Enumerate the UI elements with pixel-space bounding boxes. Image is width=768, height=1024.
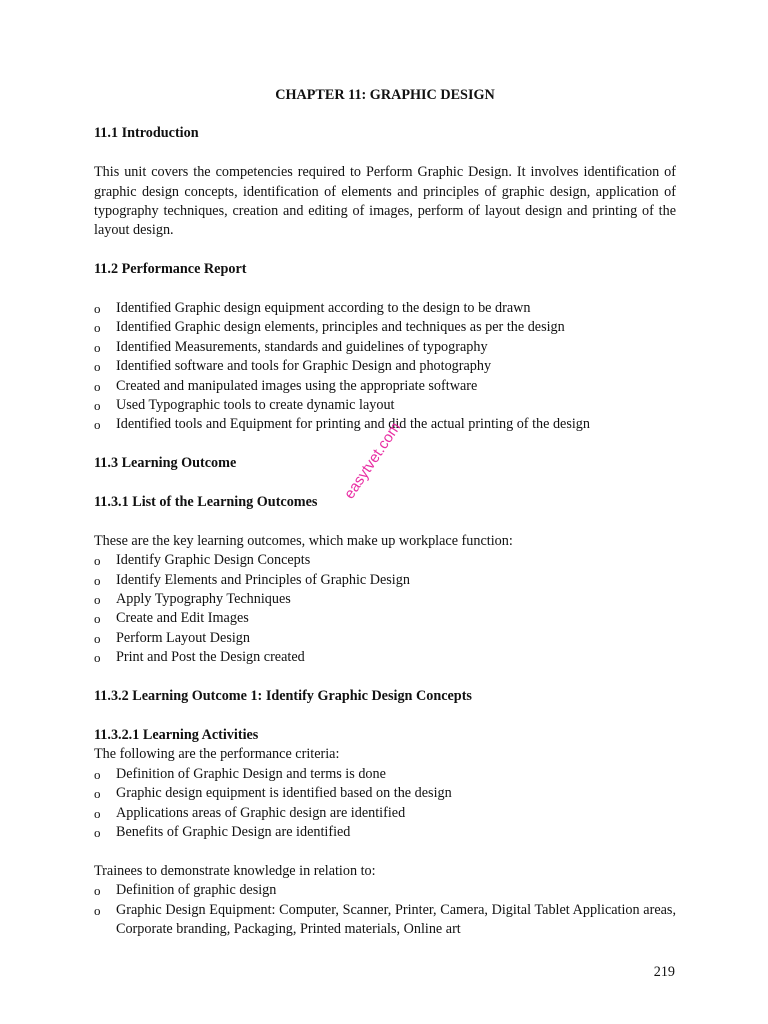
list-item [94, 551, 676, 570]
list-item-text: Create and Edit Images [116, 610, 249, 627]
list-item-text: Applications areas of Graphic design are identified [116, 804, 406, 821]
list-item-text: Graphic Design Equipment: Computer, Scanner, Printer, Camera, Digital Tablet Application areas, Corporate branding, Packaging, Printed materials, Online art [116, 901, 676, 937]
bullet-icon: o [94, 301, 101, 317]
bullet-icon: o [94, 553, 101, 569]
document-page [94, 86, 676, 939]
list-item-text: Identified Graphic design elements, principles and techniques as per the design [116, 319, 565, 336]
list-item-text: Identified Graphic design equipment according to the design to be drawn [116, 300, 531, 317]
list-item [94, 804, 676, 823]
performance-heading: 11.2 Performance Report [94, 261, 247, 278]
list-item-text: Identified Measurements, standards and guidelines of typography [116, 338, 488, 355]
criteria-intro: The following are the performance criteria: [94, 746, 340, 763]
bullet-icon: o [94, 417, 101, 433]
knowledge-intro: Trainees to demonstrate knowledge in relation to: [94, 862, 376, 879]
list-item [94, 571, 676, 590]
list-item [94, 338, 676, 357]
list-item-text: Identify Graphic Design Concepts [116, 552, 311, 569]
list-item-text: Benefits of Graphic Design are identified [116, 823, 351, 840]
bullet-icon: o [94, 805, 101, 821]
list-item-text: Print and Post the Design created [116, 649, 305, 666]
bullet-icon: o [94, 650, 101, 666]
intro-heading: 11.1 Introduction [94, 125, 199, 142]
watermark: easytvet.com [340, 419, 405, 503]
bullet-icon: o [94, 359, 101, 375]
list-item [94, 629, 676, 648]
list-item-text: Used Typographic tools to create dynamic layout [116, 397, 395, 414]
bullet-icon: o [94, 592, 101, 608]
list-item-text: Identify Elements and Principles of Graphic Design [116, 571, 410, 588]
learning-outcomes-intro: These are the key learning outcomes, which make up workplace function: [94, 532, 513, 549]
list-item [94, 377, 676, 396]
list-item [94, 784, 676, 803]
list-item-text: Definition of Graphic Design and terms is done [116, 765, 386, 782]
bullet-icon: o [94, 630, 101, 646]
bullet-icon: o [94, 378, 101, 394]
list-item-text: Definition of graphic design [116, 882, 277, 899]
list-item [94, 299, 676, 318]
list-item-text: Graphic design equipment is identified based on the design [116, 785, 452, 802]
bullet-icon: o [94, 902, 101, 918]
list-item [94, 396, 676, 415]
bullet-icon: o [94, 766, 101, 782]
criteria-list [94, 765, 676, 843]
list-item [94, 609, 676, 628]
list-item [94, 357, 676, 376]
bullet-icon: o [94, 320, 101, 336]
list-item [94, 590, 676, 609]
list-item-text: Identified software and tools for Graphic Design and photography [116, 358, 492, 375]
outcome1-heading: 11.3.2 Learning Outcome 1: Identify Graphic Design Concepts [94, 688, 472, 705]
bullet-icon: o [94, 611, 101, 627]
learning-outcomes-list [94, 551, 676, 667]
bullet-icon: o [94, 339, 101, 355]
intro-paragraph: This unit covers the competencies required to Perform Graphic Design. It involves identification of graphic design concepts, identification of elements and principles of graphic design, application of typography techniques, creation and editing of images, perform of layout design and printing of the layout design. [94, 164, 676, 239]
chapter-title: CHAPTER 11: GRAPHIC DESIGN [275, 87, 495, 103]
activities-heading: 11.3.2.1 Learning Activities [94, 726, 259, 743]
list-item [94, 318, 676, 337]
list-item [94, 648, 676, 667]
list-item [94, 765, 676, 784]
bullet-icon: o [94, 398, 101, 414]
learning-outcome-heading: 11.3 Learning Outcome [94, 455, 237, 472]
bullet-icon: o [94, 883, 101, 899]
list-item [94, 881, 676, 900]
list-item [94, 901, 676, 940]
list-item [94, 823, 676, 842]
performance-list [94, 299, 676, 435]
page-number: 219 [653, 964, 675, 980]
list-item-text: Identified tools and Equipment for printing and did the actual printing of the design [116, 416, 590, 433]
bullet-icon: o [94, 824, 101, 840]
knowledge-list [94, 881, 676, 939]
list-item-text: Perform Layout Design [116, 629, 250, 646]
bullet-icon: o [94, 786, 101, 802]
list-item-text: Apply Typography Techniques [116, 591, 291, 608]
learning-outcomes-list-heading: 11.3.1 List of the Learning Outcomes [94, 494, 318, 511]
list-item-text: Created and manipulated images using the appropriate software [116, 377, 478, 394]
bullet-icon: o [94, 572, 101, 588]
